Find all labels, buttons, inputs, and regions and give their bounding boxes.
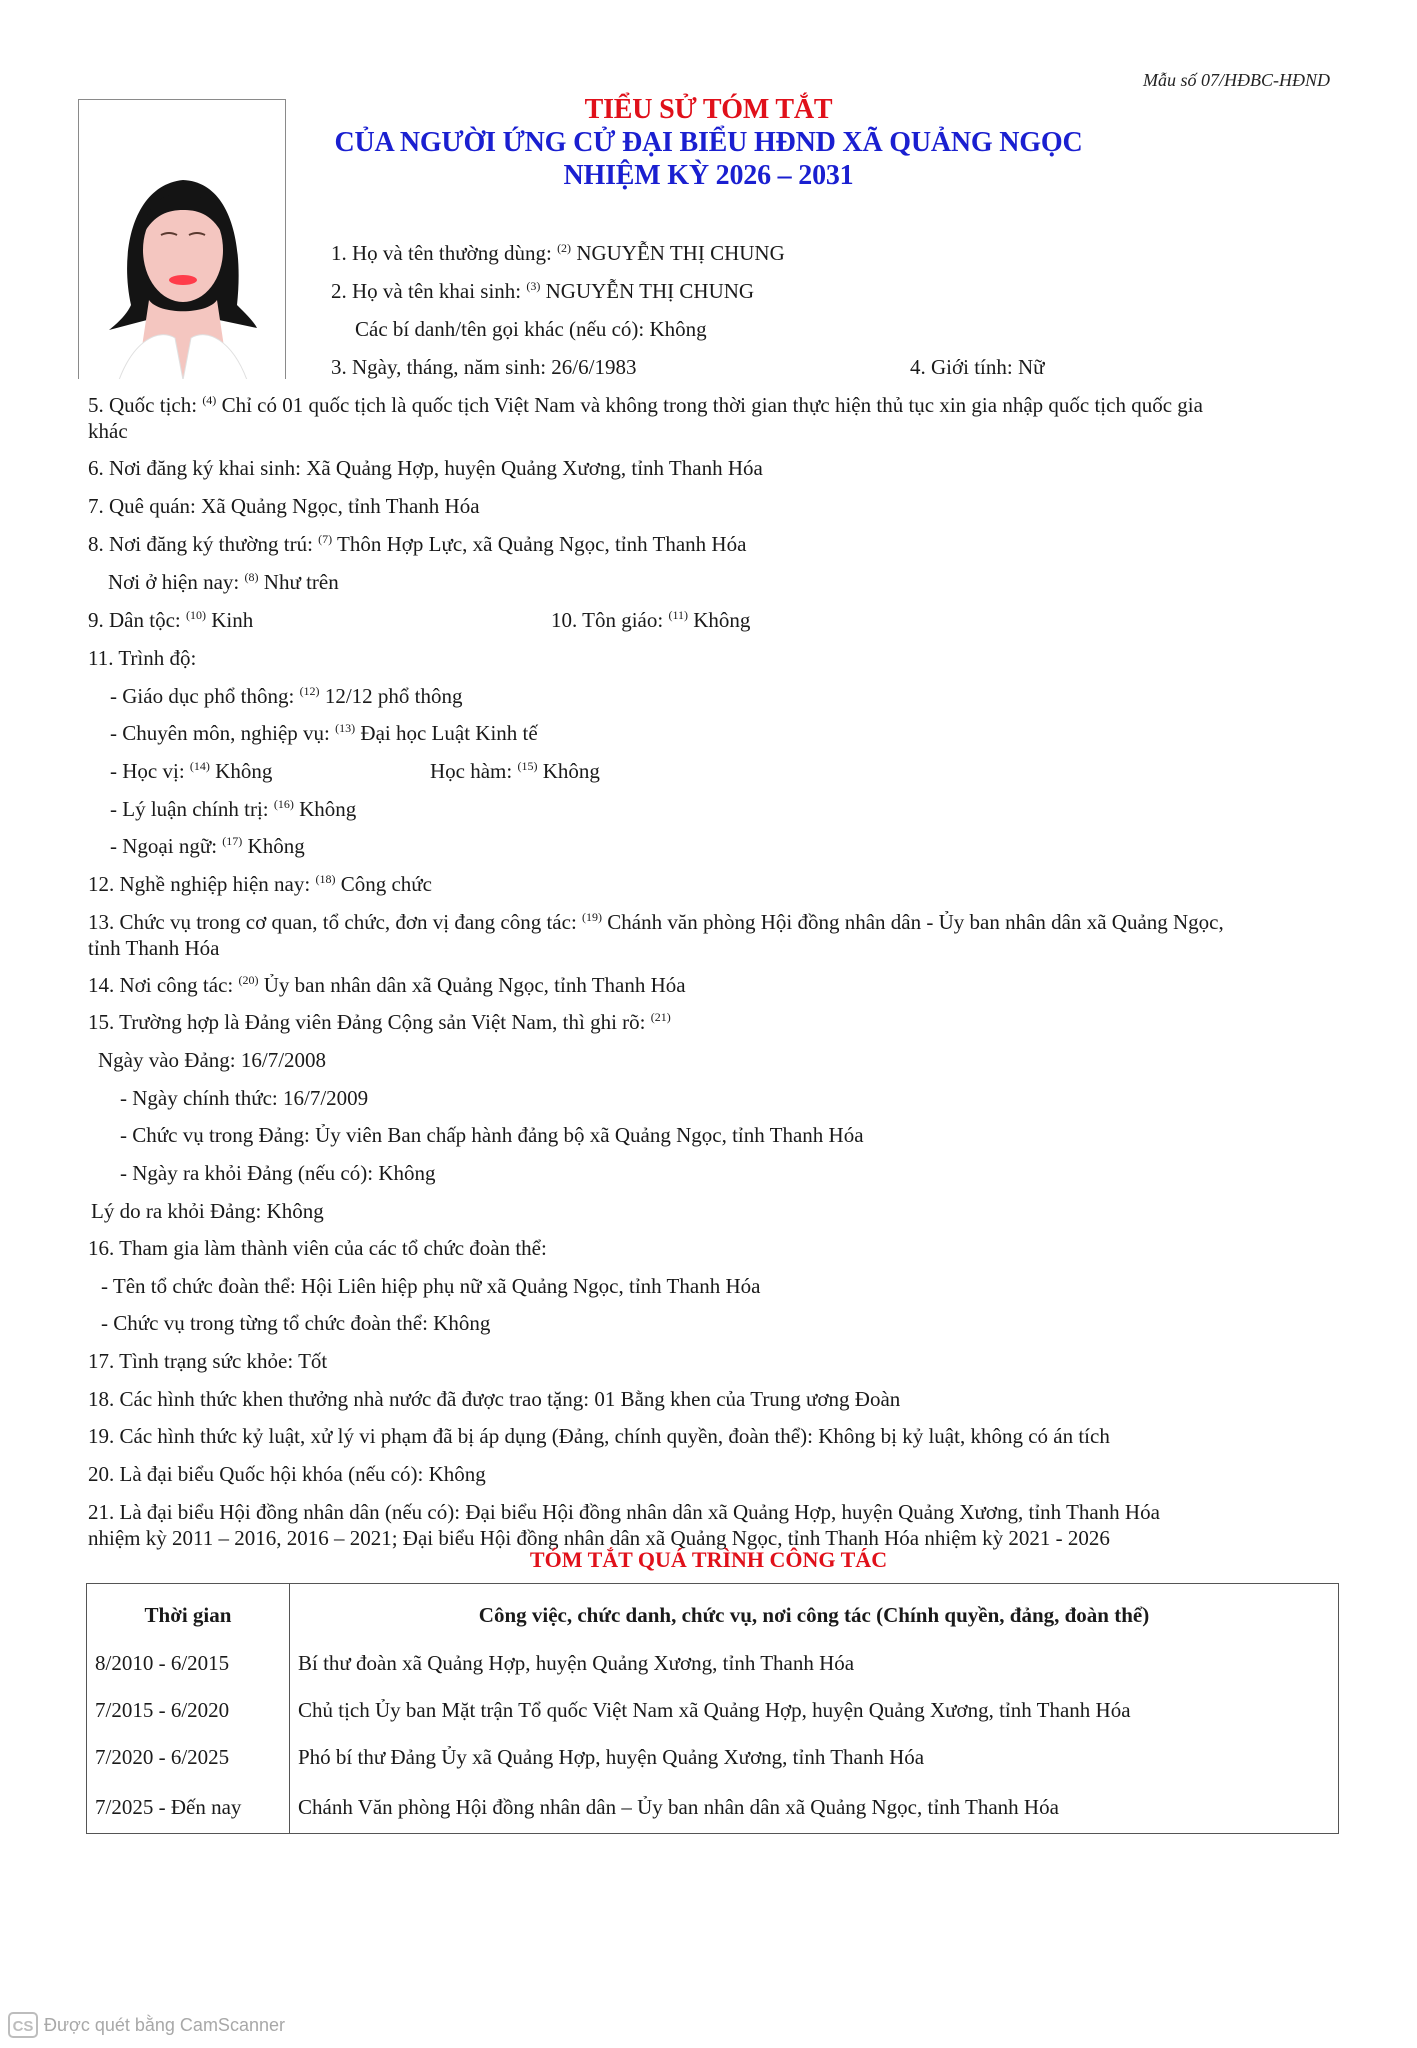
field-foreign-language: - Ngoại ngữ: $^{(17)}$ Không [110, 834, 305, 858]
field-political-theory: - Lý luận chính trị: $^{(16)}$ Không [110, 797, 357, 821]
field-current-residence: Nơi ở hiện nay: $^{(8)}$ Như trên [108, 570, 339, 594]
watermark-text: Được quét bằng CamScanner [44, 2014, 285, 2035]
table-row [87, 1781, 1339, 1834]
field-organization-name: - Tên tổ chức đoàn thể: Hội Liên hiệp phụ nữ xã Quảng Ngọc, tỉnh Thanh Hóa [101, 1274, 761, 1298]
field-birth-registration: 6. Nơi đăng ký khai sinh: Xã Quảng Hợp, huyện Quảng Xương, tỉnh Thanh Hóa [88, 456, 763, 480]
common-name-value: NGUYỄN THỊ CHUNG [576, 241, 785, 265]
field-party-leave-reason: Lý do ra khỏi Đảng: Không [91, 1199, 324, 1223]
document-subtitle: CỦA NGƯỜI ỨNG CỬ ĐẠI BIỂU HĐND XÃ QUẢNG NGỌC [334, 127, 1083, 158]
field-common-name: 1. Họ và tên thường dùng: $^{(2)}$ NGUYỄN THỊ CHUNG [331, 241, 785, 265]
field-occupation: 12. Nghề nghiệp hiện nay: $^{(18)}$ Công chức [88, 872, 432, 896]
position-cell: Chánh Văn phòng Hội đồng nhân dân – Ủy ban nhân dân xã Quảng Ngọc, tỉnh Thanh Hóa [298, 1794, 1059, 1819]
table-row [87, 1640, 1339, 1687]
table-header-row [87, 1584, 1339, 1641]
table-row [87, 1734, 1339, 1781]
work-history-title: TÓM TẮT QUÁ TRÌNH CÔNG TÁC [529, 1547, 888, 1572]
field-awards: 18. Các hình thức khen thưởng nhà nước đã được trao tặng: 01 Bằng khen của Trung ương Đoàn [88, 1387, 901, 1411]
field-specialty: - Chuyên môn, nghiệp vụ: $^{(13)}$ Đại học Luật Kinh tế [110, 721, 538, 745]
work-history-table [86, 1583, 1339, 1834]
birth-name-value: NGUYỄN THỊ CHUNG [545, 279, 755, 303]
portrait-image [79, 100, 286, 379]
field-position: 13. Chức vụ trong cơ quan, tổ chức, đơn vị đang công tác: $^{(19)}$ Chánh văn phòng Hội đồng nhân dân - Ủy ban nhân dân xã Quảng Ngọc, [88, 910, 1224, 934]
field-party-position: - Chức vụ trong Đảng: Ủy viên Ban chấp hành đảng bộ xã Quảng Ngọc, tỉnh Thanh Hóa [120, 1123, 864, 1147]
field-religion: 10. Tôn giáo: $^{(11)}$ Không [551, 608, 751, 632]
field-education-heading: 11. Trình độ: [88, 646, 197, 670]
candidate-photo [78, 99, 286, 379]
position-cell: Chủ tịch Ủy ban Mặt trận Tổ quốc Việt Nam xã Quảng Hợp, huyện Quảng Xương, tỉnh Thanh Hóa [298, 1698, 1131, 1722]
table-row [87, 1687, 1339, 1734]
form-number: Mẫu số 07/HĐBC-HĐND [1143, 70, 1330, 90]
period-cell: 7/2025 - Đến nay [87, 1781, 290, 1834]
camscanner-logo-icon: CS [8, 2012, 38, 2038]
field-discipline: 19. Các hình thức kỷ luật, xử lý vi phạm đã bị áp dụng (Đảng, chính quyền, đoàn thể): Không bị kỷ luật, không có án tích [88, 1424, 1110, 1448]
field-party-leave-date: - Ngày ra khỏi Đảng (nếu có): Không [120, 1161, 436, 1185]
field-position-cont: tỉnh Thanh Hóa [88, 936, 220, 960]
field-birth-name: 2. Họ và tên khai sinh: $^{(3)}$ NGUYỄN THỊ CHUNG [331, 279, 755, 303]
field-nationality-cont: khác [88, 419, 128, 443]
field-aliases: Các bí danh/tên gọi khác (nếu có): Không [355, 317, 707, 341]
period-cell: 7/2020 - 6/2025 [87, 1734, 290, 1781]
field-nationality: 5. Quốc tịch: $^{(4)}$ Chỉ có 01 quốc tịch là quốc tịch Việt Nam và không trong thời gian thực hiện thủ tục xin gia nhập quốc tịch quốc gia [88, 393, 1203, 417]
field-academic-title: Học hàm: $^{(15)}$ Không [430, 759, 600, 783]
field-ethnicity: 9. Dân tộc: $^{(10)}$ Kinh [88, 608, 254, 632]
field-permanent-residence: 8. Nơi đăng ký thường trú: $^{(7)}$ Thôn Hợp Lực, xã Quảng Ngọc, tỉnh Thanh Hóa [88, 532, 747, 556]
field-date-of-birth: 3. Ngày, tháng, năm sinh: 26/6/1983 [331, 355, 637, 379]
field-health: 17. Tình trạng sức khỏe: Tốt [88, 1349, 328, 1373]
field-peoples-council: 21. Là đại biểu Hội đồng nhân dân (nếu có): Đại biểu Hội đồng nhân dân xã Quảng Hợp, huyện Quảng Xương, tỉnh Thanh Hóa [88, 1500, 1160, 1524]
document-term: NHIỆM KỲ 2026 – 2031 [563, 160, 854, 191]
camscanner-watermark [8, 2012, 285, 2038]
position-cell: Phó bí thư Đảng Ủy xã Quảng Hợp, huyện Quảng Xương, tỉnh Thanh Hóa [298, 1745, 925, 1769]
field-hometown: 7. Quê quán: Xã Quảng Ngọc, tỉnh Thanh Hóa [88, 494, 480, 518]
position-cell: Bí thư đoàn xã Quảng Hợp, huyện Quảng Xương, tỉnh Thanh Hóa [298, 1651, 855, 1675]
period-cell: 7/2015 - 6/2020 [87, 1687, 290, 1734]
document-title: TIỂU SỬ TÓM TẮT [584, 94, 833, 125]
field-peoples-council-cont: nhiệm kỳ 2011 – 2016, 2016 – 2021; Đại biểu Hội đồng nhân dân xã Quảng Ngọc, tỉnh Thanh Hóa nhiệm kỳ 2021 - 2026 [88, 1526, 1110, 1550]
field-degree: - Học vị: $^{(14)}$ Không [110, 759, 273, 783]
field-general-education: - Giáo dục phổ thông: $^{(12)}$ 12/12 phổ thông [110, 684, 463, 708]
period-cell: 8/2010 - 6/2015 [87, 1640, 290, 1687]
column-header-position: Công việc, chức danh, chức vụ, nơi công tác (Chính quyền, đảng, đoàn thể) [478, 1602, 1150, 1627]
field-party-membership: 15. Trường hợp là Đảng viên Đảng Cộng sản Việt Nam, thì ghi rõ: $^{(21)}$ [88, 1010, 671, 1034]
field-organizations: 16. Tham gia làm thành viên của các tổ chức đoàn thể: [88, 1236, 547, 1260]
field-party-official-date: - Ngày chính thức: 16/7/2009 [120, 1086, 369, 1110]
field-national-assembly: 20. Là đại biểu Quốc hội khóa (nếu có): Không [88, 1462, 486, 1486]
field-workplace: 14. Nơi công tác: $^{(20)}$ Ủy ban nhân dân xã Quảng Ngọc, tỉnh Thanh Hóa [88, 973, 686, 997]
field-gender: 4. Giới tính: Nữ [910, 355, 1045, 379]
column-header-period: Thời gian [87, 1584, 290, 1641]
field-party-join-date: Ngày vào Đảng: 16/7/2008 [98, 1048, 327, 1072]
field-organization-position: - Chức vụ trong từng tổ chức đoàn thể: Không [101, 1311, 491, 1335]
